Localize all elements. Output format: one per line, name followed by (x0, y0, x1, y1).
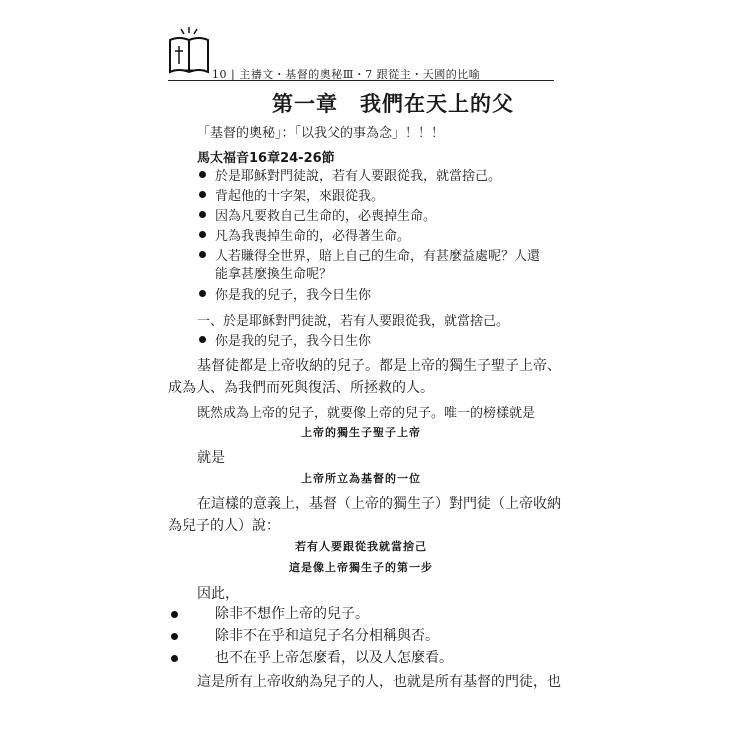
paragraph-line: 既然成為上帝的兒子，就要像上帝的兒子。唯一的榜樣就是 (197, 406, 536, 421)
point-one: 一、於是耶穌對門徒說，若有人要跟從我，就當捨己。 (197, 314, 510, 329)
bullet-dot (199, 290, 206, 297)
final-bullet: 除非不在乎和這兒子名分相稱與否。 (215, 628, 439, 644)
scripture-ref: 馬太福音16章24-26節 (197, 151, 335, 166)
bullet-dot (171, 633, 178, 640)
open-bible-icon (168, 26, 210, 76)
paragraph-line: 在這樣的意義上，基督（上帝的獨生子）對門徒（上帝收納 (197, 496, 561, 512)
centered-phrase: 上帝的獨生子聖子上帝 (301, 426, 421, 439)
final-bullet: 也不在乎上帝怎麼看，以及人怎麼看。 (215, 650, 453, 666)
bullet-dot (171, 611, 178, 618)
bullet-dot (199, 171, 206, 178)
paragraph-line: 就是 (197, 450, 225, 466)
paragraph-line: 因此， (197, 586, 239, 602)
bullet-dot (199, 211, 206, 218)
centered-phrase: 上帝所立為基督的一位 (301, 472, 421, 485)
point-one-bullet: 你是我的兒子，我今日生你 (215, 334, 372, 349)
paragraph-line: 成為人、為我們而死與復活、所拯救的人。 (168, 380, 434, 396)
bullet-dot (199, 336, 206, 343)
scripture-bullet: 人若賺得全世界，賠上自己的生命，有甚麼益處呢？人還 (215, 249, 541, 264)
scripture-bullet: 因為凡要救自己生命的，必喪掉生命。 (215, 209, 437, 224)
chapter-title: 第一章 我們在天上的父 (272, 92, 514, 116)
paragraph-line: 為兒子的人）說： (168, 518, 280, 534)
bullet-dot (171, 655, 178, 662)
centered-phrase: 這是像上帝獨生子的第一步 (289, 561, 433, 574)
bullet-dot (199, 251, 206, 258)
scripture-bullet: 凡為我喪掉生命的，必得著生命。 (215, 229, 411, 244)
quote-line: 「基督的奧秘」：「以我父的事為念」！！！ (197, 126, 445, 141)
centered-phrase: 若有人要跟從我就當捨己 (295, 540, 427, 553)
paragraph-line: 基督徒都是上帝收納的兒子。都是上帝的獨生子聖子上帝、 (197, 358, 561, 374)
header-rule (168, 80, 554, 81)
scripture-bullet: 於是耶穌對門徒說，若有人要跟從我，就當捨己。 (215, 169, 502, 184)
bullet-dot (199, 191, 206, 198)
scripture-bullet: 你是我的兒子，我今日生你 (215, 288, 372, 303)
running-head: 10 | 主禱文・基督的奧秘Ⅲ・7 跟從主・天國的比喻 (212, 68, 481, 81)
final-bullet: 除非不想作上帝的兒子。 (215, 606, 369, 622)
scripture-bullet-continued: 能拿甚麼換生命呢？ (215, 267, 333, 282)
paragraph-line: 這是所有上帝收納為兒子的人，也就是所有基督的門徒，也 (197, 674, 561, 690)
bullet-dot (199, 231, 206, 238)
scripture-bullet: 背起他的十字架，來跟從我。 (215, 189, 385, 204)
